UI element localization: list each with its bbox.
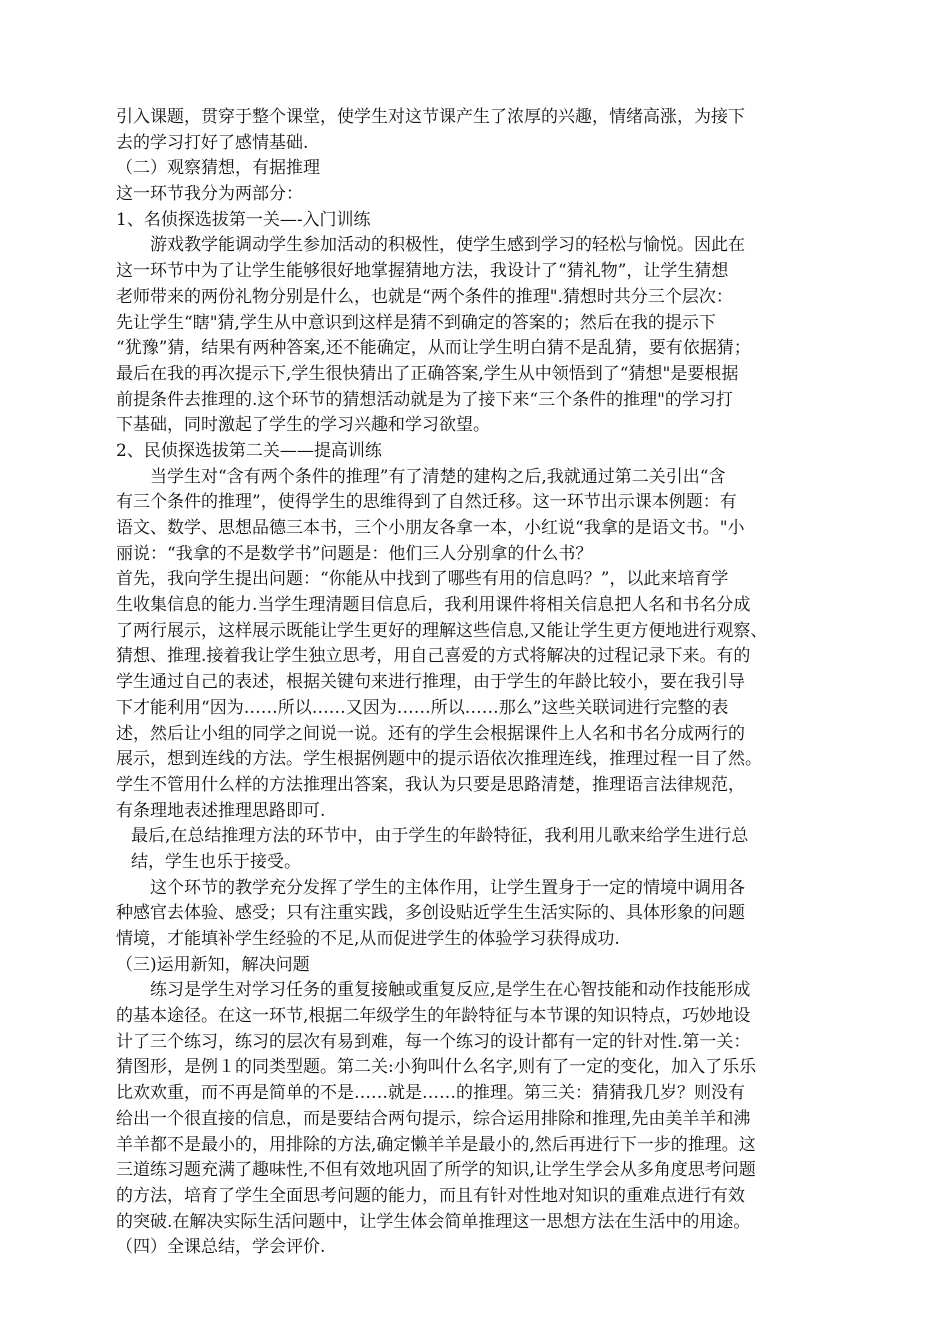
subsection-heading: 2、民侦探选拔第二关——提高训练 (116, 440, 382, 461)
text-line: 比欢欢重，而不再是简单的不是……就是……的推理。第三关：猜猜我几岁？则没有 (116, 1083, 745, 1104)
text-line: 有三个条件的推理”，使得学生的思维得到了自然迁移。这一环节出示课本例题：有 (116, 492, 737, 513)
text-line: 这一环节我分为两部分： (116, 184, 303, 205)
text-line: 语文、数学、思想品德三本书，三个小朋友各拿一本，小红说“我拿的是语文书。"小 (116, 518, 745, 538)
paragraph-start-line: 首先，我向学生提出问题：“你能从中找到了哪些有用的信息吗？”，以此来培育学 (116, 569, 729, 590)
text-line: 有条理地表述推理思路即可. (116, 800, 326, 821)
section-heading: （三)运用新知，解决问题 (116, 954, 310, 975)
text-line: 的方法，培育了学生全面思考问题的能力，而且有针对性地对知识的重难点进行有效 (116, 1185, 745, 1206)
text-line: 下基础，同时激起了学生的学习兴趣和学习欲望。 (116, 415, 490, 436)
text-line: “犹豫”猜，结果有两种答案,还不能确定，从而让学生明白猜不是乱猜，要有依据猜； (116, 338, 751, 359)
text-line: 去的学习打好了感情基础. (116, 132, 309, 153)
paragraph-start-line: 当学生对“含有两个条件的推理”有了清楚的建构之后,我就通过第二关引出“含 (150, 466, 726, 487)
paragraph-start-line: 练习是学生对学习任务的重复接触或重复反应,是学生在心智技能和动作技能形成 (150, 980, 751, 1001)
text-line: 羊羊都不是最小的，用排除的方法,确定懒羊羊是最小的,然后再进行下一步的推理。这 (116, 1134, 756, 1155)
text-line: 计了三个练习，练习的层次有易到难，每一个练习的设计都有一定的针对性.第一关： (116, 1031, 751, 1052)
text-line: 猜想、推理.接着我让学生独立思考，用自己喜爱的方式将解决的过程记录下来。有的 (116, 646, 751, 667)
text-line: 的基本途径。在这一环节,根据二年级学生的年龄特征与本节课的知识特点，巧妙地设 (116, 1006, 751, 1027)
text-line: 的突破.在解决实际生活问题中，让学生体会简单推理这一思想方法在生活中的用途。 (116, 1211, 751, 1232)
text-line: 最后在我的再次提示下,学生很快猜出了正确答案,学生从中领悟到了“猜想"是要根据 (116, 363, 739, 384)
text-line: 述，然后让小组的同学之间说一说。还有的学生会根据课件上人名和书名分成两行的 (116, 723, 745, 744)
paragraph-start-line: 游戏教学能调动学生参加活动的积极性，使学生感到学习的轻松与愉悦。因此在 (150, 235, 745, 256)
subsection-heading: 1、名侦探选拔第一关—-入门训练 (116, 209, 371, 230)
paragraph-start-line: 最后,在总结推理方法的环节中，由于学生的年龄特征，我利用儿歌来给学生进行总 (131, 826, 749, 847)
text-line: 猜图形，是例１的同类型题。第二关:小狗叫什么名字,则有了一定的变化，加入了乐乐 (116, 1057, 757, 1078)
text-line: 学生不管用什么样的方法推理出答案，我认为只要是思路清楚，推理语言法律规范， (116, 774, 745, 795)
text-line: 结，学生也乐于接受。 (131, 851, 301, 872)
text-line: 下才能利用“因为……所以……又因为……所以……那么”这些关联词进行完整的表 (116, 697, 729, 718)
text-line: 展示，想到连线的方法。学生根据例题中的提示语依次推理连线，推理过程一目了然。 (116, 749, 762, 770)
text-line: 前提条件去推理的.这个环节的猜想活动就是为了接下来“三个条件的推理"的学习打 (116, 389, 733, 410)
text-line: 这一环节中为了让学生能够很好地掌握猜地方法，我设计了“猜礼物”，让学生猜想 (116, 261, 729, 282)
section-heading: （四）全课总结，学会评价. (116, 1237, 326, 1258)
text-line: 学生通过自己的表述，根据关键句来进行推理，由于学生的年龄比较小，要在我引导 (116, 672, 745, 693)
text-line: 先让学生“瞎"猜,学生从中意识到这样是猜不到确定的答案的；然后在我的提示下 (116, 312, 716, 333)
text-line: 三道练习题充满了趣味性,不但有效地巩固了所学的知识,让学生学会从多角度思考问题 (116, 1160, 756, 1181)
text-line: 引入课题，贯穿于整个课堂，使学生对这节课产生了浓厚的兴趣，情绪高涨，为接下 (116, 107, 745, 127)
document-body (116, 105, 836, 1261)
text-line: 情境，才能填补学生经验的不足,从而促进学生的体验学习获得成功. (116, 929, 620, 949)
text-line: 老师带来的两份礼物分别是什么，也就是“两个条件的推理".猜想时共分三个层次： (116, 286, 733, 307)
text-line: 给出一个很直接的信息，而是要结合两句提示，综合运用排除和推理,先由美羊羊和沸 (116, 1108, 751, 1129)
text-line: 丽说：“我拿的不是数学书”问题是：他们三人分别拿的什么书？ (116, 543, 593, 564)
text-line: 生收集信息的能力.当学生理清题目信息后，我利用课件将相关信息把人名和书名分成 (116, 595, 751, 616)
text-line: 了两行展示，这样展示既能让学生更好的理解这些信息,又能让学生更方便地进行观察、 (116, 620, 768, 641)
text-line: 种感官去体验、感受；只有注重实践，多创设贴近学生生活实际的、具体形象的问题 (116, 903, 745, 924)
section-heading: （二）观察猜想，有据推理 (116, 158, 320, 179)
paragraph-start-line: 这个环节的教学充分发挥了学生的主体作用，让学生置身于一定的情境中调用各 (150, 877, 745, 898)
